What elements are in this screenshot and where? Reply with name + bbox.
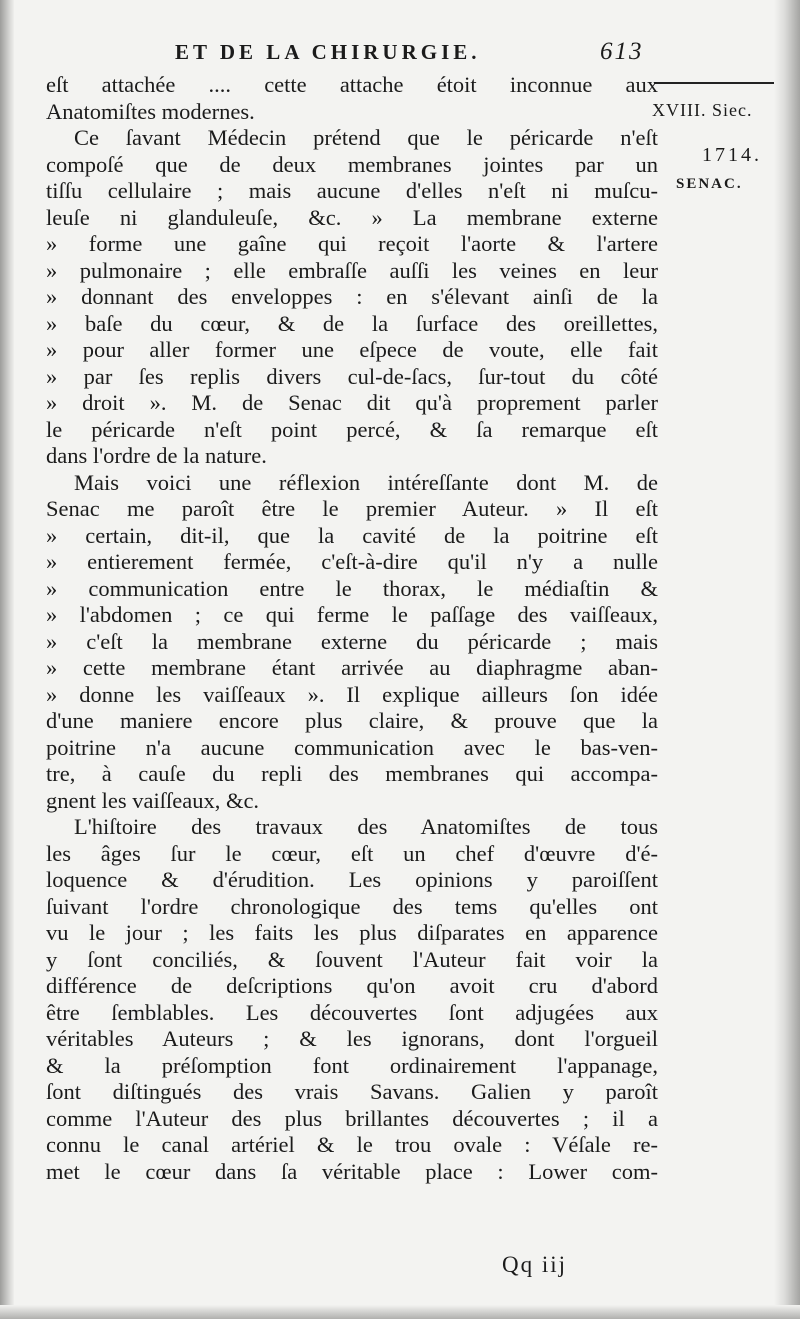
margin-note-year: 1714. (702, 144, 762, 166)
margin-rule (654, 82, 774, 84)
text-line: gnent les vaiſſeaux, &c. (46, 787, 260, 813)
running-head: ET DE LA CHIRURGIE. (175, 40, 481, 64)
text-line: Mais voici une réflexion intéreſſante dont M. de (74, 469, 658, 495)
text-line: Anatomiſtes modernes. (46, 98, 255, 124)
text-line: tre, à cauſe du repli des membranes qui accompa- (46, 761, 658, 786)
page-number: 613 (600, 38, 644, 65)
text-line: » droit ». M. de Senac dit qu'à proprement parler (46, 390, 658, 415)
text-line: le péricarde n'eſt point percé, & ſa remarque eſt (46, 416, 658, 442)
text-line: » entierement fermée, c'eſt-à-dire qu'il n'y a nulle (46, 549, 658, 574)
page-bottom-edge-shadow (0, 1305, 800, 1319)
text-line: dans l'ordre de la nature. (46, 443, 267, 468)
text-line: connu le canal artériel & le trou ovale : Véſale re- (46, 1132, 658, 1157)
text-line: leuſe ni glanduleuſe, &c. » La membrane externe (46, 204, 658, 230)
text-line: ſuivant l'ordre chronologique des tems qu'elles ont (46, 893, 658, 919)
text-line: » donnant des enveloppes : en s'élevant ainſi de la (46, 284, 658, 309)
text-line: » certain, dit-il, que la cavité de la poitrine eſt (46, 522, 658, 548)
text-line: » donne les vaiſſeaux ». Il explique ailleurs ſon idée (46, 681, 658, 707)
text-line: être ſemblables. Les découvertes ſont adjugées aux (46, 999, 658, 1025)
text-line: » l'abdomen ; ce qui ferme le paſſage des vaiſſeaux, (46, 602, 658, 627)
text-line: & la préſomption font ordinairement l'appanage, (46, 1052, 658, 1078)
text-line: Ce ſavant Médecin prétend que le péricarde n'eſt (74, 125, 658, 150)
body-text (46, 72, 658, 1185)
text-line: » pulmonaire ; elle embraſſe auſſi les veines en leur (46, 257, 658, 283)
text-line: » par ſes replis divers cul-de-ſacs, ſur-tout du côté (46, 363, 658, 389)
text-line: » communication entre le thorax, le médiaſtin & (46, 575, 658, 601)
text-line: différence de deſcriptions qu'on avoit cru d'abord (46, 973, 658, 998)
text-line: » baſe du cœur, & de la ſurface des oreillettes, (46, 310, 658, 336)
text-line: les âges ſur le cœur, eſt un chef d'œuvre d'é- (46, 840, 658, 866)
text-line: y ſont conciliés, & ſouvent l'Auteur fait voir la (46, 946, 658, 972)
page-right-edge-shadow (774, 0, 800, 1319)
margin-note-author: SENAC. (676, 176, 743, 192)
text-line: » cette membrane étant arrivée au diaphragme aban- (46, 655, 658, 680)
text-line: » pour aller former une eſpece de voute, elle fait (46, 337, 658, 362)
text-line: L'hiſtoire des travaux des Anatomiſtes de tous (74, 814, 658, 839)
margin-note-century: XVIII. Siec. (652, 100, 753, 120)
text-line: » c'eſt la membrane externe du péricarde ; mais (46, 628, 658, 654)
text-line: tiſſu cellulaire ; mais aucune d'elles n'eſt ni muſcu- (46, 178, 658, 203)
text-line: poitrine n'a aucune communication avec le bas-ven- (46, 734, 658, 760)
text-line: véritables Auteurs ; & les ignorans, dont l'orgueil (46, 1026, 658, 1051)
text-line: met le cœur dans ſa véritable place : Lower com- (46, 1158, 658, 1184)
text-line: » forme une gaîne qui reçoit l'aorte & l'artere (46, 231, 658, 256)
text-line: comme l'Auteur des plus brillantes découvertes ; il a (46, 1105, 658, 1131)
text-line: vu le jour ; les faits les plus diſparates en apparence (46, 920, 658, 945)
page-left-edge-shadow (0, 0, 14, 1319)
text-line: loquence & d'érudition. Les opinions y paroiſſent (46, 867, 658, 892)
text-line: compoſé que de deux membranes jointes par un (46, 151, 658, 177)
text-line: ſont diſtingués des vrais Savans. Galien y paroît (46, 1079, 658, 1104)
text-line: d'une maniere encore plus claire, & prouve que la (46, 708, 658, 733)
signature-mark: Qq iij (502, 1252, 568, 1277)
text-line: Senac me paroît être le premier Auteur. » Il eſt (46, 496, 658, 521)
text-line: eſt attachée .... cette attache étoit inconnue aux (46, 72, 658, 97)
